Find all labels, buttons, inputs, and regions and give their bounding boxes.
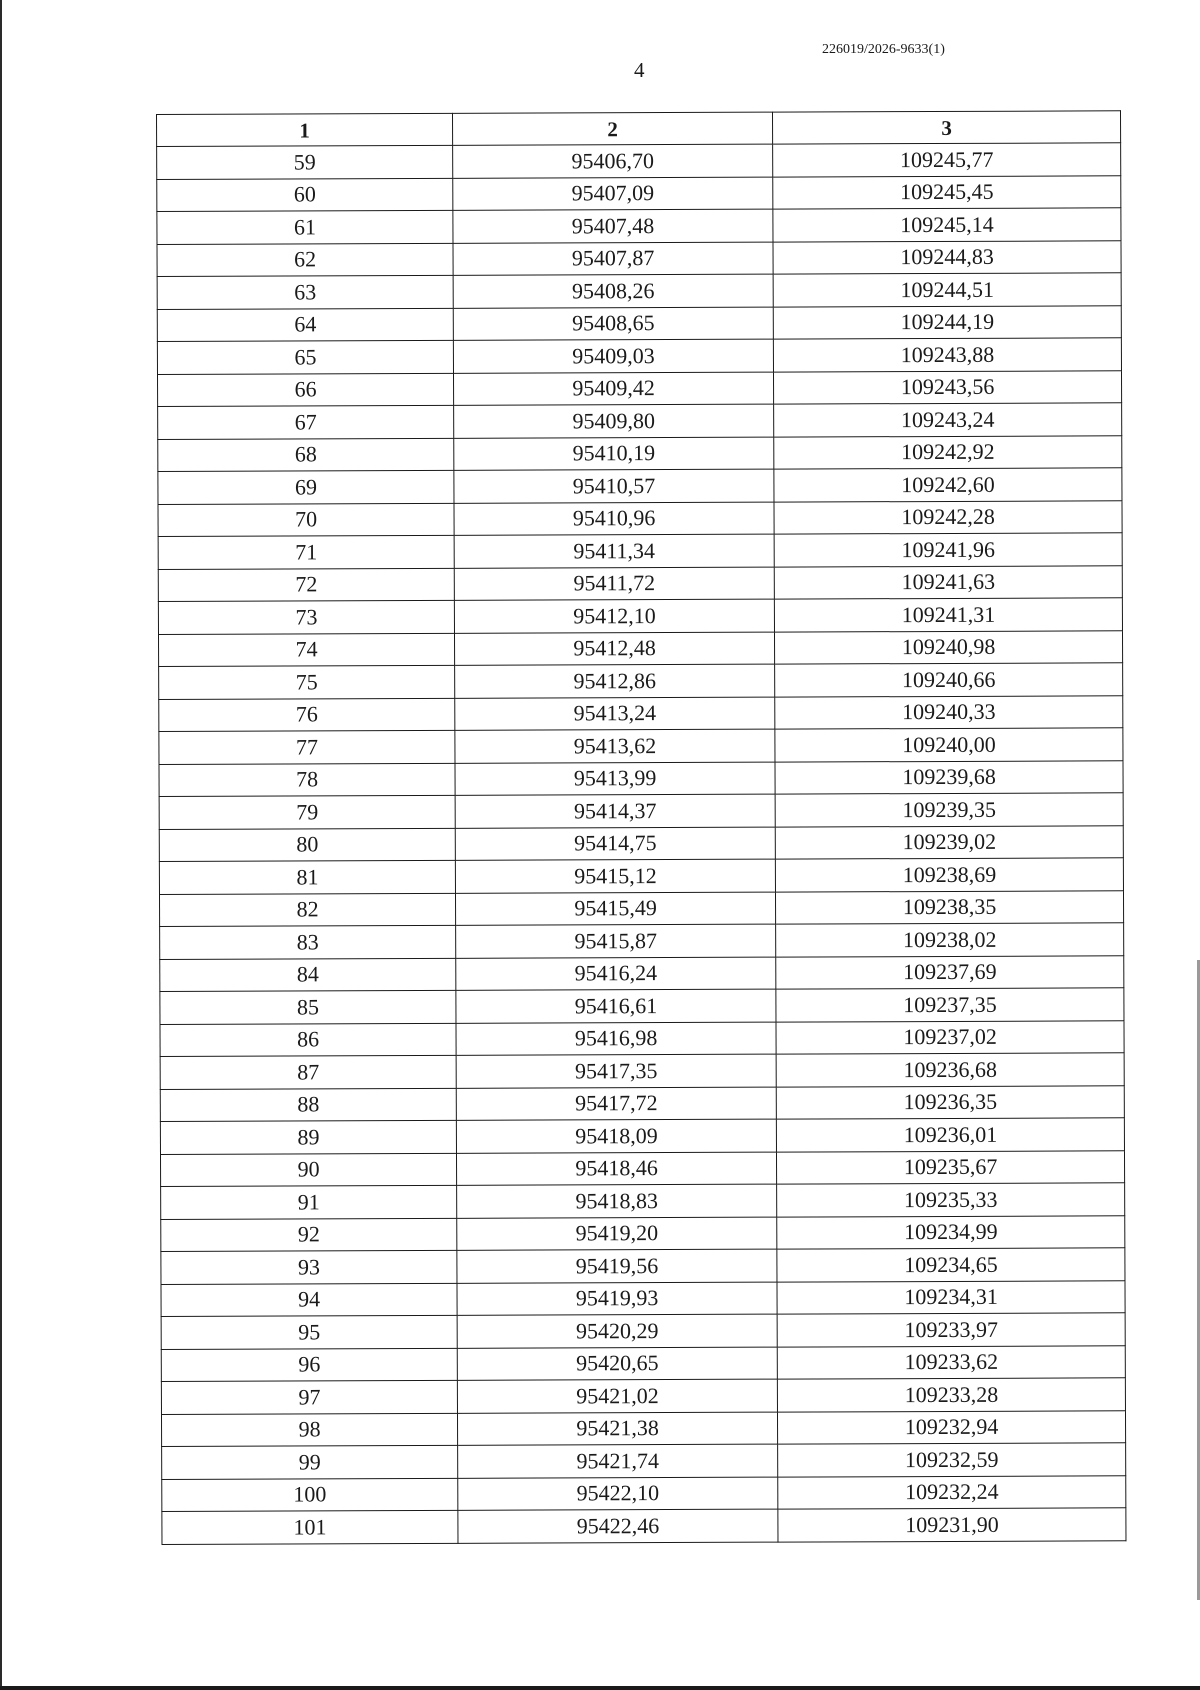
point-number-cell: 72: [158, 568, 454, 602]
x-coordinate-cell: 95419,20: [457, 1217, 777, 1251]
point-number-cell: 75: [159, 665, 455, 699]
point-number-cell: 97: [161, 1380, 457, 1414]
table-row: [158, 500, 1122, 536]
point-number-cell: 84: [160, 958, 456, 992]
y-coordinate-cell: 109237,69: [776, 955, 1124, 989]
point-number-cell: 68: [158, 438, 454, 472]
point-number-cell: 92: [161, 1218, 457, 1252]
table-row: [161, 1345, 1125, 1381]
x-coordinate-cell: 95419,56: [457, 1249, 777, 1283]
table-row: [159, 760, 1123, 796]
x-coordinate-cell: 95406,70: [453, 144, 773, 178]
x-coordinate-cell: 95420,65: [457, 1347, 777, 1381]
y-coordinate-cell: 109237,02: [776, 1020, 1124, 1054]
table-row: [160, 1118, 1124, 1154]
x-coordinate-cell: 95416,61: [456, 989, 776, 1023]
y-coordinate-cell: 109238,69: [775, 858, 1123, 892]
point-number-cell: 59: [157, 145, 453, 179]
x-coordinate-cell: 95420,29: [457, 1314, 777, 1348]
x-coordinate-cell: 95410,19: [454, 437, 774, 471]
table-row: [159, 663, 1123, 699]
x-coordinate-cell: 95421,38: [457, 1412, 777, 1446]
y-coordinate-cell: 109237,35: [776, 988, 1124, 1022]
y-coordinate-cell: 109233,62: [777, 1345, 1125, 1379]
point-number-cell: 69: [158, 470, 454, 504]
y-coordinate-cell: 109243,24: [774, 403, 1122, 437]
y-coordinate-cell: 109232,24: [778, 1475, 1126, 1509]
table-row: [161, 1378, 1125, 1414]
table-row: [157, 240, 1121, 276]
point-number-cell: 87: [160, 1055, 456, 1089]
point-number-cell: 96: [161, 1348, 457, 1382]
x-coordinate-cell: 95417,35: [456, 1054, 776, 1088]
table-row: [157, 143, 1121, 179]
table-row: [157, 305, 1121, 341]
table-row: [158, 565, 1122, 601]
point-number-cell: 77: [159, 730, 455, 764]
x-coordinate-cell: 95408,65: [453, 307, 773, 341]
y-coordinate-cell: 109234,65: [777, 1248, 1125, 1282]
point-number-cell: 71: [158, 535, 454, 569]
point-number-cell: 83: [160, 925, 456, 959]
table-row: [161, 1215, 1125, 1251]
table-row: [161, 1280, 1125, 1316]
x-coordinate-cell: 95412,48: [454, 632, 774, 666]
table-header-row: [157, 111, 1121, 147]
point-number-cell: 98: [161, 1413, 457, 1447]
table-row: [157, 273, 1121, 309]
table-row: [158, 468, 1122, 504]
point-number-cell: 88: [160, 1088, 456, 1122]
y-coordinate-cell: 109233,28: [777, 1378, 1125, 1412]
table-row: [159, 695, 1123, 731]
page-number: 4: [634, 58, 645, 82]
table-row: [158, 598, 1122, 634]
x-coordinate-cell: 95409,03: [453, 339, 773, 373]
point-number-cell: 64: [157, 308, 453, 342]
table-row: [157, 208, 1121, 244]
table-row: [158, 403, 1122, 439]
point-number-cell: 67: [158, 405, 454, 439]
column-header-2: 2: [452, 112, 772, 145]
x-coordinate-cell: 95415,87: [456, 924, 776, 958]
y-coordinate-cell: 109243,56: [773, 370, 1121, 404]
x-coordinate-cell: 95411,34: [454, 534, 774, 568]
point-number-cell: 94: [161, 1283, 457, 1317]
table-row: [160, 1053, 1124, 1089]
table-row: [160, 1020, 1124, 1056]
point-number-cell: 85: [160, 990, 456, 1024]
point-number-cell: 74: [158, 633, 454, 667]
x-coordinate-cell: 95414,75: [455, 827, 775, 861]
y-coordinate-cell: 109238,02: [776, 923, 1124, 957]
point-number-cell: 80: [159, 828, 455, 862]
x-coordinate-cell: 95413,62: [455, 729, 775, 763]
document-registration-number: 226019/2026-9633(1): [822, 42, 945, 57]
x-coordinate-cell: 95418,46: [456, 1152, 776, 1186]
y-coordinate-cell: 109242,60: [774, 468, 1122, 502]
point-number-cell: 62: [157, 243, 453, 277]
y-coordinate-cell: 109232,94: [777, 1410, 1125, 1444]
point-number-cell: 82: [159, 893, 455, 927]
table-row: [161, 1313, 1125, 1349]
x-coordinate-cell: 95421,74: [458, 1444, 778, 1478]
x-coordinate-cell: 95407,48: [453, 209, 773, 243]
table-row: [162, 1475, 1126, 1511]
point-number-cell: 93: [161, 1250, 457, 1284]
y-coordinate-cell: 109233,97: [777, 1313, 1125, 1347]
point-number-cell: 101: [162, 1510, 458, 1544]
table-row: [159, 793, 1123, 829]
y-coordinate-cell: 109234,31: [777, 1280, 1125, 1314]
x-coordinate-cell: 95409,42: [453, 372, 773, 406]
x-coordinate-cell: 95418,09: [456, 1119, 776, 1153]
table-row: [157, 175, 1121, 211]
y-coordinate-cell: 109239,02: [775, 825, 1123, 859]
point-number-cell: 86: [160, 1023, 456, 1057]
x-coordinate-cell: 95411,72: [454, 567, 774, 601]
y-coordinate-cell: 109242,92: [774, 435, 1122, 469]
table-body: [157, 143, 1126, 1544]
table-row: [159, 858, 1123, 894]
y-coordinate-cell: 109244,83: [773, 240, 1121, 274]
table-row: [161, 1248, 1125, 1284]
point-number-cell: 65: [157, 340, 453, 374]
x-coordinate-cell: 95412,10: [454, 599, 774, 633]
x-coordinate-cell: 95410,57: [454, 469, 774, 503]
scan-border-left: [0, 0, 2, 1690]
table-row: [157, 338, 1121, 374]
y-coordinate-cell: 109235,33: [777, 1183, 1125, 1217]
point-number-cell: 81: [159, 860, 455, 894]
y-coordinate-cell: 109245,77: [773, 143, 1121, 177]
x-coordinate-cell: 95419,93: [457, 1282, 777, 1316]
y-coordinate-cell: 109241,63: [774, 565, 1122, 599]
table-row: [159, 728, 1123, 764]
x-coordinate-cell: 95421,02: [457, 1379, 777, 1413]
coordinates-table: [156, 110, 1126, 1544]
x-coordinate-cell: 95413,24: [455, 697, 775, 731]
x-coordinate-cell: 95409,80: [454, 404, 774, 438]
table-row: [161, 1183, 1125, 1219]
point-number-cell: 70: [158, 503, 454, 537]
y-coordinate-cell: 109245,45: [773, 175, 1121, 209]
y-coordinate-cell: 109244,19: [773, 305, 1121, 339]
x-coordinate-cell: 95407,87: [453, 242, 773, 276]
y-coordinate-cell: 109239,35: [775, 793, 1123, 827]
x-coordinate-cell: 95414,37: [455, 794, 775, 828]
table-row: [159, 890, 1123, 926]
x-coordinate-cell: 95413,99: [455, 762, 775, 796]
x-coordinate-cell: 95417,72: [456, 1087, 776, 1121]
table-row: [158, 630, 1122, 666]
point-number-cell: 89: [160, 1120, 456, 1154]
table-row: [162, 1443, 1126, 1479]
point-number-cell: 60: [157, 178, 453, 212]
y-coordinate-cell: 109232,59: [778, 1443, 1126, 1477]
y-coordinate-cell: 109241,96: [774, 533, 1122, 567]
y-coordinate-cell: 109240,00: [775, 728, 1123, 762]
column-header-3: 3: [772, 111, 1120, 144]
x-coordinate-cell: 95422,10: [458, 1477, 778, 1511]
table-row: [160, 923, 1124, 959]
y-coordinate-cell: 109239,68: [775, 760, 1123, 794]
point-number-cell: 61: [157, 210, 453, 244]
table-row: [159, 825, 1123, 861]
point-number-cell: 66: [157, 373, 453, 407]
point-number-cell: 78: [159, 763, 455, 797]
y-coordinate-cell: 109236,01: [776, 1118, 1124, 1152]
table-row: [158, 533, 1122, 569]
scan-border-bottom: [0, 1686, 1200, 1690]
x-coordinate-cell: 95418,83: [457, 1184, 777, 1218]
point-number-cell: 91: [161, 1185, 457, 1219]
x-coordinate-cell: 95412,86: [455, 664, 775, 698]
x-coordinate-cell: 95416,24: [456, 957, 776, 991]
x-coordinate-cell: 95410,96: [454, 502, 774, 536]
point-number-cell: 100: [162, 1478, 458, 1512]
y-coordinate-cell: 109231,90: [778, 1508, 1126, 1542]
point-number-cell: 99: [162, 1445, 458, 1479]
y-coordinate-cell: 109242,28: [774, 500, 1122, 534]
y-coordinate-cell: 109245,14: [773, 208, 1121, 242]
x-coordinate-cell: 95408,26: [453, 274, 773, 308]
point-number-cell: 90: [160, 1153, 456, 1187]
x-coordinate-cell: 95422,46: [458, 1509, 778, 1543]
y-coordinate-cell: 109234,99: [777, 1215, 1125, 1249]
table-row: [161, 1410, 1125, 1446]
x-coordinate-cell: 95415,49: [455, 892, 775, 926]
x-coordinate-cell: 95415,12: [455, 859, 775, 893]
y-coordinate-cell: 109236,68: [776, 1053, 1124, 1087]
y-coordinate-cell: 109241,31: [774, 598, 1122, 632]
y-coordinate-cell: 109244,51: [773, 273, 1121, 307]
y-coordinate-cell: 109236,35: [776, 1085, 1124, 1119]
y-coordinate-cell: 109235,67: [776, 1150, 1124, 1184]
table-row: [157, 370, 1121, 406]
table-row: [158, 435, 1122, 471]
column-header-1: 1: [157, 113, 453, 146]
point-number-cell: 63: [157, 275, 453, 309]
table-row: [160, 1150, 1124, 1186]
y-coordinate-cell: 109243,88: [773, 338, 1121, 372]
y-coordinate-cell: 109240,33: [775, 695, 1123, 729]
x-coordinate-cell: 95416,98: [456, 1022, 776, 1056]
table-row: [162, 1508, 1126, 1544]
table-row: [160, 1085, 1124, 1121]
point-number-cell: 79: [159, 795, 455, 829]
table-row: [160, 988, 1124, 1024]
table-row: [160, 955, 1124, 991]
y-coordinate-cell: 109238,35: [775, 890, 1123, 924]
point-number-cell: 73: [158, 600, 454, 634]
point-number-cell: 95: [161, 1315, 457, 1349]
y-coordinate-cell: 109240,66: [775, 663, 1123, 697]
x-coordinate-cell: 95407,09: [453, 177, 773, 211]
point-number-cell: 76: [159, 698, 455, 732]
y-coordinate-cell: 109240,98: [774, 630, 1122, 664]
